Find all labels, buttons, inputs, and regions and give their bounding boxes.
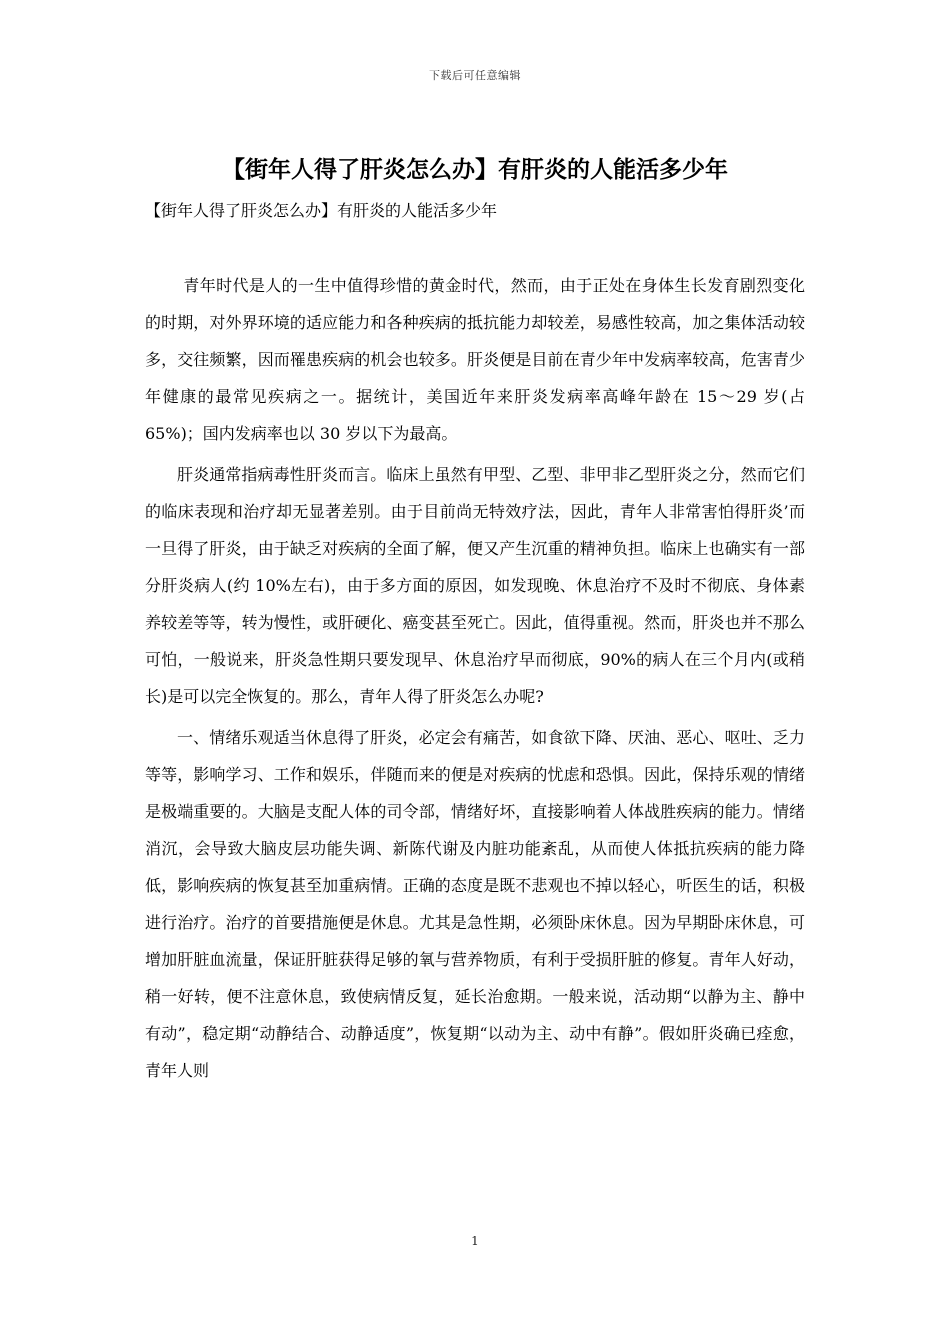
page-number: 1 (471, 1234, 479, 1248)
document-subtitle: 【街年人得了肝炎怎么办】有肝炎的人能活多少年 (145, 201, 498, 220)
paragraph-hepatitis-overview: 肝炎通常指病毒性肝炎而言。临床上虽然有甲型、乙型、非甲非乙型肝炎之分，然而它们的临床表现和治疗却无显著差别。由于目前尚无特效疗法，因此，青年人非常害怕得肝炎’而一旦得了肝炎，由于缺乏对疾病的全面了解，便又产生沉重的精神负担。临床上也确实有一部分肝炎病人(约 10%左右)，由于多方面的原因，如发现晚、休息治疗不及时不彻底、身体素养较差等等，转为慢性，或肝硬化、癌变甚至死亡。因此，值得重视。然而，肝炎也并不那么可怕，一般说来，肝炎急性期只要发现早、休息治疗早而彻底，90%的病人在三个月内(或稍长)是可以完全恢复的。那么，青年人得了肝炎怎么办呢? (145, 465, 805, 706)
paragraph-section-one: 一、情绪乐观适当休息得了肝炎，必定会有痛苦，如食欲下降、厌油、恶心、呕吐、乏力等等，影响学习、工作和娱乐，伴随而来的便是对疾病的忧虑和恐惧。因此，保持乐观的情绪是极端重要的。大脑是支配人体的司令部，情绪好坏，直接影响着人体战胜疾病的能力。情绪消沉，会导致大脑皮层功能失调、新陈代谢及内脏功能紊乱，从而使人体抵抗疾病的能力降低，影响疾病的恢复甚至加重病情。正确的态度是既不悲观也不掉以轻心，听医生的话，积极进行治疗。治疗的首要措施便是休息。尤其是急性期，必须卧床休息。因为早期卧床休息，可增加肝脏血流量，保证肝脏获得足够的氧与营养物质，有利于受损肝脏的修复。青年人好动，稍一好转，便不注意休息，致使病情反复，延长治愈期。一般来说，活动期“以静为主、静中有动”，稳定期“动静结合、动静适度”，恢复期“以动为主、动中有静”。假如肝炎确已痊愈，青年人则 (145, 728, 805, 1080)
paragraph-intro: 青年时代是人的一生中值得珍惜的黄金时代，然而，由于正处在身体生长发育剧烈变化的时期，对外界环境的适应能力和各种疾病的抵抗能力却较差，易感性较高，加之集体活动较多，交往频繁，因而罹患疾病的机会也较多。肝炎便是目前在青少年中发病率较高，危害青少年健康的最常见疾病之一。据统计，美国近年来肝炎发病率高峰年龄在 15～29 岁(占 65%)；国内发病率也以 30 岁以下为最高。 (145, 276, 805, 443)
header-note: 下载后可任意编辑 (429, 69, 521, 82)
document-body (145, 267, 805, 1093)
document-title: 【街年人得了肝炎怎么办】有肝炎的人能活多少年 (222, 157, 728, 183)
